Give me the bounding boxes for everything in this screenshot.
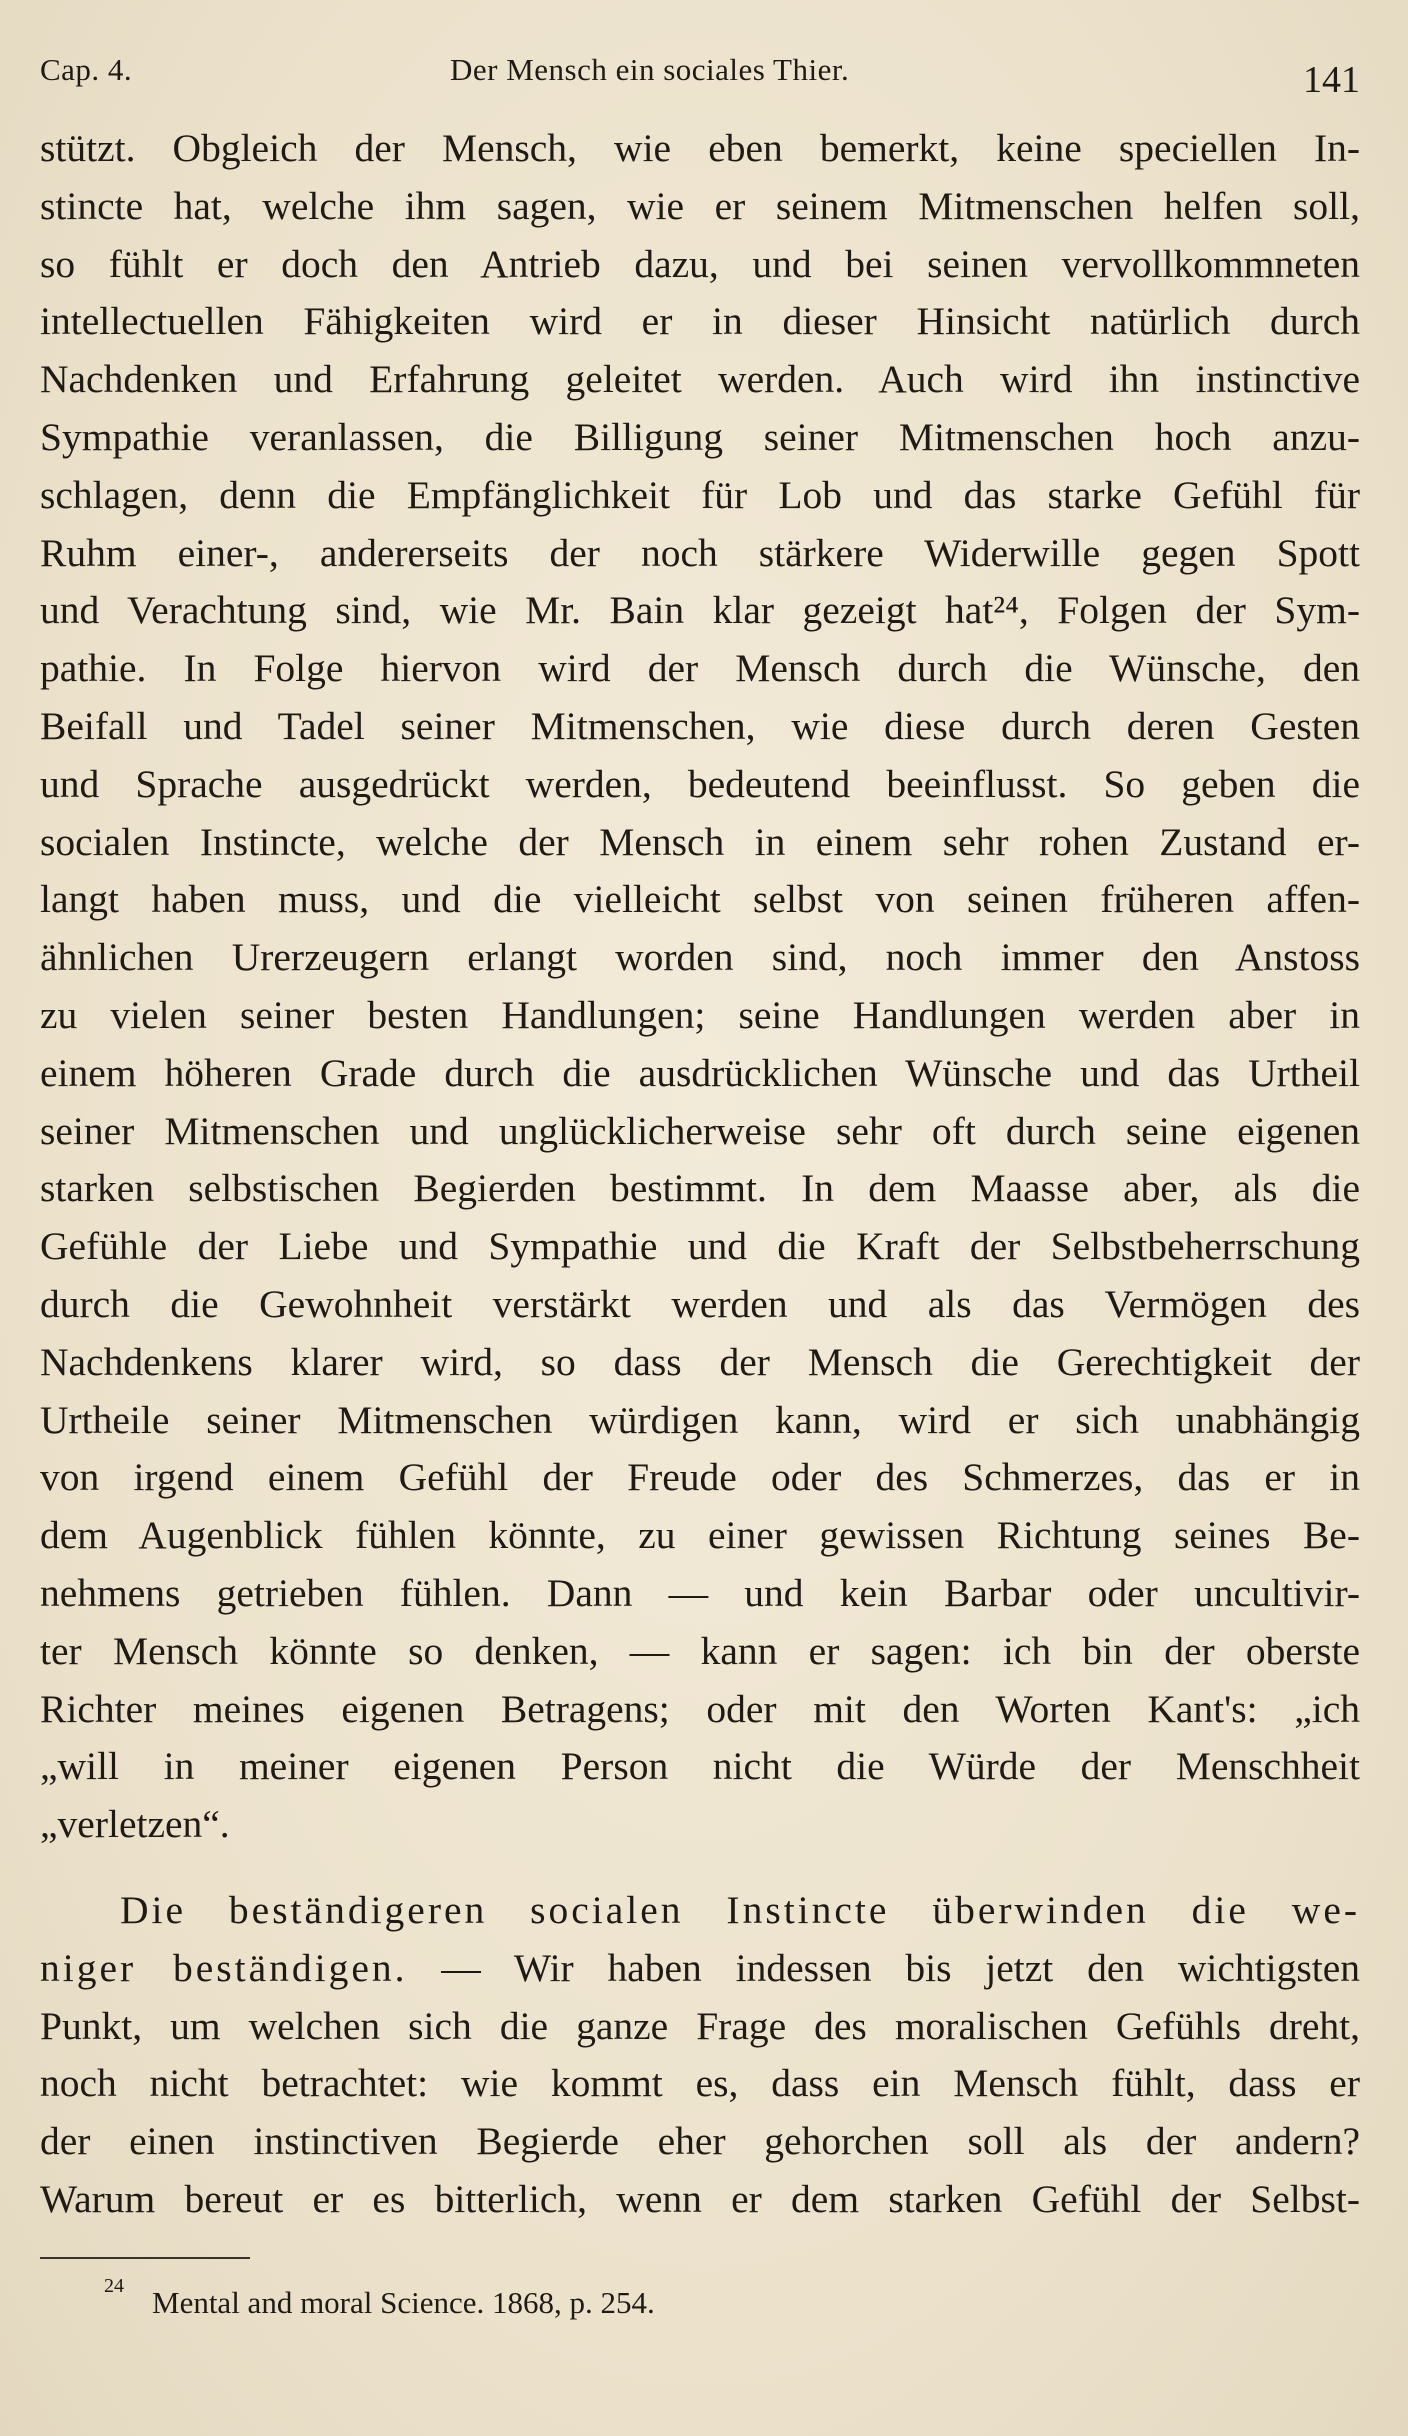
footnote-text: Mental and moral Science. 1868, p. 254. xyxy=(152,2284,655,2320)
paragraph-2-line xyxy=(40,1882,1360,1940)
paragraph-1-line: und Sprache ausgedrückt werden, bedeutend beeinflusst. So geben die xyxy=(40,761,1360,806)
chapter-label: Cap. 4. xyxy=(40,52,133,87)
paragraph-1-line: und Verachtung sind, wie Mr. Bain klar gezeigt hat²⁴, Folgen der Sym- xyxy=(40,588,1360,633)
paragraph-1-line: Richter meines eigenen Betragens; oder mit den Worten Kant's: „ich xyxy=(40,1686,1360,1731)
paragraph-1-line: so fühlt er doch den Antrieb dazu, und bei seinen vervollkommneten xyxy=(40,241,1360,286)
paragraph-1-line: Nachdenken und Erfahrung geleitet werden. Auch wird ihn instinctive xyxy=(40,357,1360,402)
paragraph-1 xyxy=(40,120,1360,1854)
paragraph-2-line: Warum bereut er es bitterlich, wenn er dem starken Gefühl der Selbst- xyxy=(40,2176,1360,2221)
paragraph-1-line: stincte hat, welche ihm sagen, wie er seinem Mitmenschen helfen soll, xyxy=(40,183,1360,228)
page-number: 141 xyxy=(1303,59,1360,101)
paragraph-1-line: Nachdenkens klarer wird, so dass der Mensch die Gerechtigkeit der xyxy=(40,1339,1360,1384)
paragraph-1-line: Sympathie veranlassen, die Billigung seiner Mitmenschen hoch anzu- xyxy=(40,414,1360,459)
section-heading-continued: niger beständigen. xyxy=(40,1945,408,1990)
paragraph-2-text: — Wir haben indessen bis jetzt den wichtigsten xyxy=(407,1945,1361,1990)
paragraph-1-line: Beifall und Tadel seiner Mitmenschen, wie diese durch deren Gesten xyxy=(40,703,1360,748)
paragraph-1-line: nehmens getrieben fühlen. Dann — und kein Barbar oder uncultivir- xyxy=(40,1570,1360,1615)
footnote-divider xyxy=(40,2257,250,2259)
paragraph-1-line: socialen Instincte, welche der Mensch in einem sehr rohen Zustand er- xyxy=(40,819,1360,864)
book-page xyxy=(40,30,1360,2321)
section-heading: Die beständigeren socialen Instincte überwinden die we- xyxy=(120,1887,1360,1932)
body-text xyxy=(40,120,1360,2229)
paragraph-1-line: ähnlichen Urerzeugern erlangt worden sind, noch immer den Anstoss xyxy=(40,935,1360,980)
paragraph-1-line: „verletzen“. xyxy=(40,1802,230,1847)
paragraph-1-line: langt haben muss, und die vielleicht selbst von seinen früheren affen- xyxy=(40,877,1360,922)
running-head xyxy=(40,30,1360,120)
paragraph-1-line: ter Mensch könnte so denken, — kann er sagen: ich bin der oberste xyxy=(40,1628,1360,1673)
paragraph-1-line: pathie. In Folge hiervon wird der Mensch durch die Wünsche, den xyxy=(40,646,1360,691)
paragraph-2-line: Punkt, um welchen sich die ganze Frage des moralischen Gefühls dreht, xyxy=(40,2003,1360,2048)
footnote xyxy=(40,2274,1360,2321)
paragraph-2-line: noch nicht betrachtet: wie kommt es, dass ein Mensch fühlt, dass er xyxy=(40,2061,1360,2106)
paragraph-1-line: starken selbstischen Begierden bestimmt. In dem Maasse aber, als die xyxy=(40,1166,1360,1211)
paragraph-1-line: stützt. Obgleich der Mensch, wie eben bemerkt, keine speciellen In- xyxy=(40,126,1360,170)
paragraph-1-line: schlagen, denn die Empfänglichkeit für Lob und das starke Gefühl für xyxy=(40,472,1360,517)
paragraph-1-line: Urtheile seiner Mitmenschen würdigen kann, wird er sich unabhängig xyxy=(40,1397,1360,1442)
running-title: Der Mensch ein sociales Thier. xyxy=(450,52,850,87)
paragraph-1-line: zu vielen seiner besten Handlungen; seine Handlungen werden aber in xyxy=(40,992,1360,1037)
paragraph-2-line: der einen instinctiven Begierde eher gehorchen soll als der andern? xyxy=(40,2119,1360,2164)
paragraph-1-line: dem Augenblick fühlen könnte, zu einer gewissen Richtung seines Be- xyxy=(40,1513,1360,1558)
paragraph-2-line xyxy=(40,1940,1360,1998)
paragraph-1-line: Ruhm einer-, andererseits der noch stärkere Widerwille gegen Spott xyxy=(40,530,1360,575)
paragraph-2 xyxy=(40,1882,1360,2229)
paragraph-1-line: durch die Gewohnheit verstärkt werden und als das Vermögen des xyxy=(40,1281,1360,1326)
paragraph-1-line: „will in meiner eigenen Person nicht die Würde der Menschheit xyxy=(40,1744,1360,1789)
paragraph-1-line: von irgend einem Gefühl der Freude oder des Schmerzes, das er in xyxy=(40,1455,1360,1500)
paragraph-1-line: einem höheren Grade durch die ausdrücklichen Wünsche und das Urtheil xyxy=(40,1050,1360,1095)
footnote-marker: 24 xyxy=(104,2274,124,2297)
paragraph-1-line: intellectuellen Fähigkeiten wird er in dieser Hinsicht natürlich durch xyxy=(40,299,1360,344)
paragraph-1-line: seiner Mitmenschen und unglücklicherweise sehr oft durch seine eigenen xyxy=(40,1108,1360,1153)
paragraph-1-line: Gefühle der Liebe und Sympathie und die Kraft der Selbstbeherrschung xyxy=(40,1224,1360,1269)
